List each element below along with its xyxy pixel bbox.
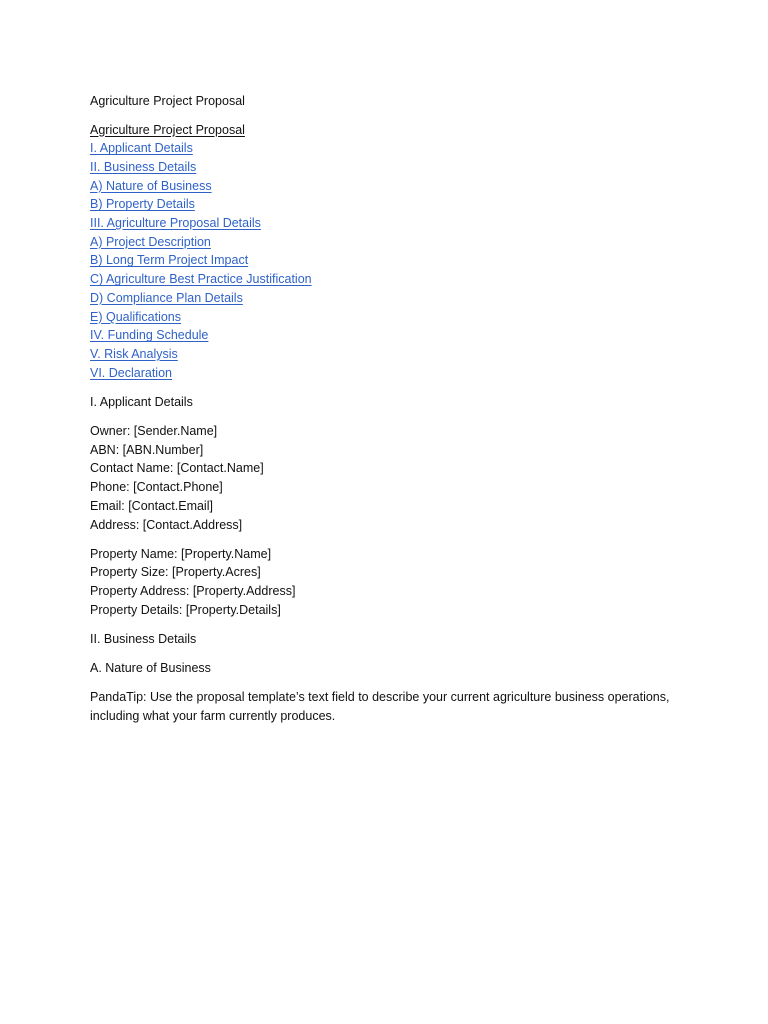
toc-link-business-details[interactable]: II. Business Details <box>90 159 197 174</box>
contact-name-line: Contact Name: [Contact.Name] <box>90 461 264 476</box>
table-of-contents <box>90 139 710 382</box>
toc-link-project-description[interactable]: A) Project Description <box>90 234 211 249</box>
property-address-line: Property Address: [Property.Address] <box>90 584 296 599</box>
toc-link-applicant-details[interactable]: I. Applicant Details <box>90 141 193 156</box>
toc-link-best-practice-justification[interactable]: C) Agriculture Best Practice Justification <box>90 272 312 287</box>
panda-tip-paragraph: PandaTip: Use the proposal template’s text field to describe your current agriculture business operations, including what your farm currently produces. <box>90 690 670 723</box>
toc-link-agriculture-proposal-details[interactable]: III. Agriculture Proposal Details <box>90 216 261 231</box>
property-name-line: Property Name: [Property.Name] <box>90 546 272 561</box>
toc-link-compliance-plan-details[interactable]: D) Compliance Plan Details <box>90 290 243 305</box>
subheading-nature-of-business: A. Nature of Business <box>90 661 211 676</box>
toc-link-qualifications[interactable]: E) Qualifications <box>90 309 182 324</box>
toc-link-declaration[interactable]: VI. Declaration <box>90 365 172 380</box>
abn-line: ABN: [ABN.Number] <box>90 442 204 457</box>
phone-line: Phone: [Contact.Phone] <box>90 480 223 495</box>
property-size-line: Property Size: [Property.Acres] <box>90 565 261 580</box>
document-page <box>90 92 710 725</box>
applicant-contact-block <box>90 422 710 534</box>
toc-title: Agriculture Project Proposal <box>90 122 245 137</box>
toc-link-risk-analysis[interactable]: V. Risk Analysis <box>90 346 178 361</box>
document-title: Agriculture Project Proposal <box>90 94 245 108</box>
toc-link-long-term-project-impact[interactable]: B) Long Term Project Impact <box>90 253 249 268</box>
address-line: Address: [Contact.Address] <box>90 517 243 532</box>
owner-line: Owner: [Sender.Name] <box>90 424 218 439</box>
toc-link-nature-of-business[interactable]: A) Nature of Business <box>90 178 212 193</box>
toc-link-property-details[interactable]: B) Property Details <box>90 197 195 212</box>
toc-link-funding-schedule[interactable]: IV. Funding Schedule <box>90 328 209 343</box>
section-heading-business-details: II. Business Details <box>90 632 197 647</box>
section-heading-applicant-details: I. Applicant Details <box>90 394 193 409</box>
property-block <box>90 545 710 620</box>
email-line: Email: [Contact.Email] <box>90 498 213 513</box>
property-details-line: Property Details: [Property.Details] <box>90 602 281 617</box>
